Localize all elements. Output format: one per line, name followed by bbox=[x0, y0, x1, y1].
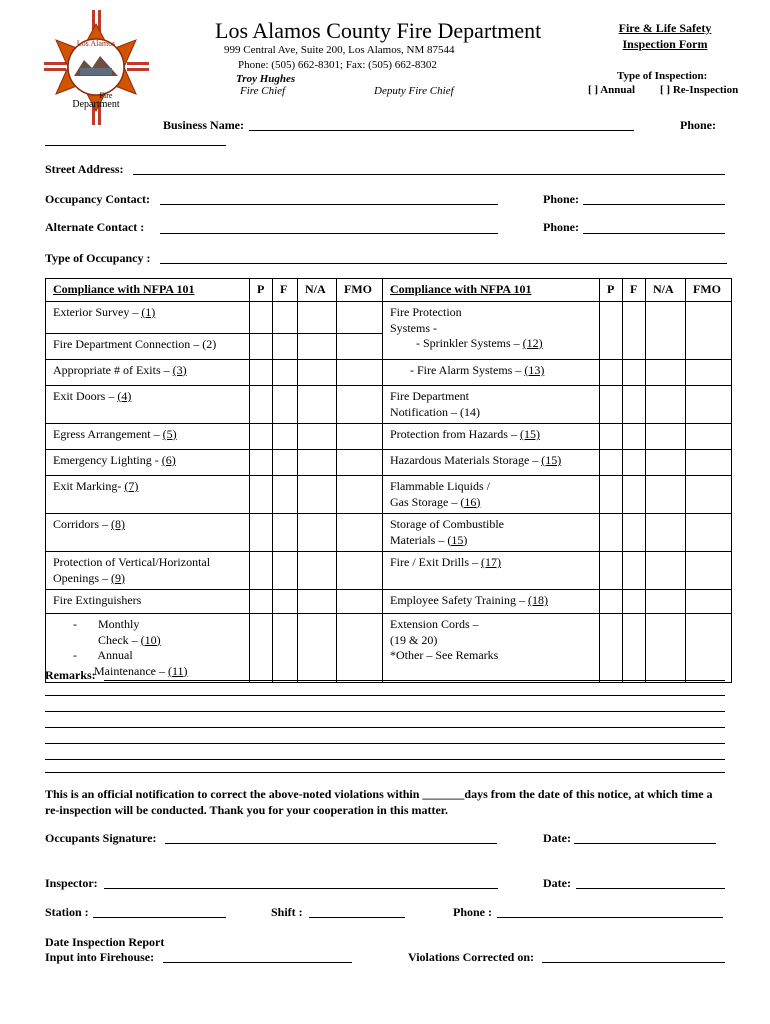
check-cell[interactable] bbox=[298, 334, 337, 360]
item-fire-alarm: - Fire Alarm Systems – (13) bbox=[383, 360, 600, 386]
business-phone-label: Phone: bbox=[680, 118, 716, 132]
check-cell[interactable] bbox=[298, 614, 337, 683]
check-cell[interactable] bbox=[298, 302, 337, 334]
station-field[interactable] bbox=[93, 917, 226, 918]
occupancy-contact-label: Occupancy Contact: bbox=[45, 192, 150, 206]
check-cell[interactable] bbox=[623, 514, 646, 552]
check-cell[interactable] bbox=[600, 450, 623, 476]
occupancy-phone-field[interactable] bbox=[583, 204, 725, 205]
check-cell[interactable] bbox=[337, 334, 383, 360]
check-cell[interactable] bbox=[646, 386, 686, 424]
check-cell[interactable] bbox=[250, 450, 273, 476]
department-address: 999 Central Ave, Suite 200, Los Alamos, NM 87544 bbox=[224, 44, 455, 56]
chief-name: Troy Hughes bbox=[236, 73, 296, 85]
check-cell[interactable] bbox=[337, 386, 383, 424]
svg-text:Department: Department bbox=[72, 99, 120, 110]
check-cell[interactable] bbox=[298, 590, 337, 614]
check-cell[interactable] bbox=[273, 334, 298, 360]
check-cell[interactable] bbox=[600, 386, 623, 424]
check-cell[interactable] bbox=[298, 424, 337, 450]
check-cell[interactable] bbox=[273, 552, 298, 590]
item-vertical-protection: Protection of Vertical/Horizontal Openings – (9) bbox=[46, 552, 250, 590]
table-row bbox=[46, 552, 732, 590]
item-fire-protection-systems: Fire Protection Systems - - Sprinkler Systems – (12) bbox=[383, 302, 600, 360]
check-cell[interactable] bbox=[600, 476, 623, 514]
check-cell[interactable] bbox=[337, 450, 383, 476]
check-cell[interactable] bbox=[600, 424, 623, 450]
remarks-line[interactable] bbox=[45, 743, 725, 744]
occupants-signature-label: Occupants Signature: bbox=[45, 831, 157, 845]
check-cell[interactable] bbox=[273, 450, 298, 476]
check-cell[interactable] bbox=[273, 590, 298, 614]
form-title bbox=[595, 20, 735, 52]
street-address-label: Street Address: bbox=[45, 162, 124, 176]
check-cell[interactable] bbox=[273, 424, 298, 450]
check-cell[interactable] bbox=[250, 424, 273, 450]
check-cell[interactable] bbox=[623, 450, 646, 476]
item-hazards: Protection from Hazards – (15) bbox=[383, 424, 600, 450]
item-exterior-survey: Exterior Survey – (1) bbox=[46, 302, 250, 334]
fire-department-logo bbox=[44, 10, 149, 125]
header-p-left: P bbox=[250, 279, 273, 302]
date-report-label-line2: Input into Firehouse: bbox=[45, 950, 155, 964]
header-compliance-left: Compliance with NFPA 101 bbox=[53, 282, 195, 297]
business-name-field[interactable] bbox=[249, 130, 634, 131]
table-row bbox=[46, 386, 732, 424]
check-cell[interactable] bbox=[623, 386, 646, 424]
check-cell[interactable] bbox=[298, 450, 337, 476]
check-cell[interactable] bbox=[646, 590, 686, 614]
alternate-phone-label: Phone: bbox=[543, 220, 579, 234]
station-phone-label: Phone : bbox=[453, 905, 492, 919]
date-label-1: Date: bbox=[543, 831, 571, 845]
item-exit-doors: Exit Doors – (4) bbox=[46, 386, 250, 424]
violations-corrected-field[interactable] bbox=[542, 962, 725, 963]
remarks-line[interactable] bbox=[45, 772, 725, 773]
inspector-label: Inspector: bbox=[45, 876, 98, 890]
check-cell[interactable] bbox=[686, 360, 732, 386]
check-cell[interactable] bbox=[686, 514, 732, 552]
violations-corrected-label: Violations Corrected on: bbox=[408, 950, 534, 964]
date-report-label-line1: Date Inspection Report bbox=[45, 935, 165, 949]
check-cell[interactable] bbox=[646, 424, 686, 450]
item-corridors: Corridors – (8) bbox=[46, 514, 250, 552]
check-cell[interactable] bbox=[600, 614, 623, 683]
check-cell[interactable] bbox=[298, 476, 337, 514]
check-cell[interactable] bbox=[623, 590, 646, 614]
item-hazmat: Hazardous Materials Storage – (15) bbox=[383, 450, 600, 476]
check-cell[interactable] bbox=[250, 360, 273, 386]
date-label-2: Date: bbox=[543, 876, 571, 890]
department-phone-fax: Phone: (505) 662-8301; Fax: (505) 662-8302 bbox=[238, 59, 437, 71]
chief-title: Fire Chief bbox=[240, 85, 286, 97]
check-cell[interactable] bbox=[623, 424, 646, 450]
date-field-2[interactable] bbox=[576, 888, 725, 889]
check-cell[interactable] bbox=[250, 334, 273, 360]
check-cell[interactable] bbox=[646, 450, 686, 476]
check-cell[interactable] bbox=[686, 424, 732, 450]
station-phone-field[interactable] bbox=[497, 917, 723, 918]
header-f-right: F bbox=[623, 279, 646, 302]
occupants-signature-field[interactable] bbox=[165, 843, 497, 844]
check-cell[interactable] bbox=[337, 476, 383, 514]
street-address-field[interactable] bbox=[133, 174, 725, 175]
type-of-occupancy-field[interactable] bbox=[160, 263, 727, 264]
table-row bbox=[46, 476, 732, 514]
check-cell[interactable] bbox=[686, 476, 732, 514]
table-row bbox=[46, 514, 732, 552]
table-row bbox=[46, 424, 732, 450]
date-field-1[interactable] bbox=[574, 843, 716, 844]
check-cell[interactable] bbox=[250, 386, 273, 424]
check-cell[interactable] bbox=[298, 514, 337, 552]
item-combustible: Storage of Combustible Materials – (15) bbox=[383, 514, 600, 552]
table-row bbox=[46, 360, 732, 386]
station-label: Station : bbox=[45, 905, 89, 919]
item-exits: Appropriate # of Exits – (3) bbox=[46, 360, 250, 386]
check-cell[interactable] bbox=[337, 552, 383, 590]
table-row bbox=[46, 450, 732, 476]
check-cell[interactable] bbox=[646, 360, 686, 386]
remarks-line[interactable] bbox=[45, 759, 725, 760]
form-title-line2: Inspection Form bbox=[622, 37, 708, 51]
business-name-label: Business Name: bbox=[163, 118, 245, 132]
alternate-phone-field[interactable] bbox=[583, 233, 725, 234]
item-flammable: Flammable Liquids / Gas Storage – (16) bbox=[383, 476, 600, 514]
check-cell[interactable] bbox=[337, 302, 383, 334]
check-cell[interactable] bbox=[337, 514, 383, 552]
inspection-type-label: Type of Inspection: bbox=[617, 70, 708, 82]
check-cell[interactable] bbox=[250, 476, 273, 514]
reinspection-checkbox[interactable]: [ ] Re-Inspection bbox=[660, 84, 739, 96]
violation-notice: This is an official notification to correct the above-noted violations within _______days from the date of this notice, at which time a re-inspection will be conducted. Thank you for your cooperation in this matter. bbox=[45, 787, 713, 817]
check-cell[interactable] bbox=[600, 360, 623, 386]
item-drills: Fire / Exit Drills – (17) bbox=[383, 552, 600, 590]
item-emergency-lighting: Emergency Lighting - (6) bbox=[46, 450, 250, 476]
check-cell[interactable] bbox=[337, 424, 383, 450]
check-cell[interactable] bbox=[250, 614, 273, 683]
check-cell[interactable] bbox=[623, 476, 646, 514]
header-p-right: P bbox=[600, 279, 623, 302]
check-cell[interactable] bbox=[298, 360, 337, 386]
table-row bbox=[46, 302, 732, 334]
item-extinguisher-checks: - Monthly Check – (10) - Annual Maintenance – (11) bbox=[46, 614, 250, 683]
check-cell[interactable] bbox=[273, 614, 298, 683]
shift-field[interactable] bbox=[309, 917, 405, 918]
deputy-chief-title: Deputy Fire Chief bbox=[374, 85, 454, 97]
remarks-line[interactable] bbox=[45, 695, 725, 696]
item-fd-connection: Fire Department Connection – (2) bbox=[46, 334, 250, 360]
header-compliance-right: Compliance with NFPA 101 bbox=[390, 282, 532, 297]
date-report-field[interactable] bbox=[163, 962, 352, 963]
item-egress: Egress Arrangement – (5) bbox=[46, 424, 250, 450]
check-cell[interactable] bbox=[600, 514, 623, 552]
check-cell[interactable] bbox=[686, 614, 732, 683]
check-cell[interactable] bbox=[646, 552, 686, 590]
alternate-contact-field[interactable] bbox=[160, 233, 498, 234]
check-cell[interactable] bbox=[623, 302, 646, 360]
header-fmo-right: FMO bbox=[686, 279, 732, 302]
remarks-label: Remarks: bbox=[45, 668, 96, 682]
check-cell[interactable] bbox=[298, 386, 337, 424]
item-employee-training: Employee Safety Training – (18) bbox=[383, 590, 600, 614]
svg-text:Los Alamos: Los Alamos bbox=[76, 39, 116, 48]
remarks-line[interactable] bbox=[45, 727, 725, 728]
check-cell[interactable] bbox=[298, 552, 337, 590]
check-cell[interactable] bbox=[273, 386, 298, 424]
check-cell[interactable] bbox=[600, 590, 623, 614]
annual-checkbox[interactable]: [ ] Annual bbox=[588, 84, 636, 96]
check-cell[interactable] bbox=[250, 552, 273, 590]
item-exit-marking: Exit Marking- (7) bbox=[46, 476, 250, 514]
check-cell[interactable] bbox=[686, 450, 732, 476]
inspector-field[interactable] bbox=[104, 888, 498, 889]
check-cell[interactable] bbox=[686, 386, 732, 424]
check-cell[interactable] bbox=[337, 590, 383, 614]
header-f-left: F bbox=[273, 279, 298, 302]
check-cell[interactable] bbox=[646, 514, 686, 552]
item-fd-notification: Fire Department Notification – (14) bbox=[383, 386, 600, 424]
check-cell[interactable] bbox=[273, 360, 298, 386]
check-cell[interactable] bbox=[686, 590, 732, 614]
check-cell[interactable] bbox=[273, 476, 298, 514]
remarks-line[interactable] bbox=[104, 680, 725, 681]
form-title-line1: Fire & Life Safety bbox=[618, 21, 712, 35]
check-cell[interactable] bbox=[250, 514, 273, 552]
check-cell[interactable] bbox=[646, 614, 686, 683]
header-na-right: N/A bbox=[646, 279, 686, 302]
check-cell[interactable] bbox=[250, 302, 273, 334]
check-cell[interactable] bbox=[600, 552, 623, 590]
table-header-row bbox=[46, 279, 732, 302]
check-cell[interactable] bbox=[337, 360, 383, 386]
check-cell[interactable] bbox=[646, 476, 686, 514]
check-cell[interactable] bbox=[686, 552, 732, 590]
check-cell[interactable] bbox=[337, 614, 383, 683]
remarks-line[interactable] bbox=[45, 711, 725, 712]
shift-label: Shift : bbox=[271, 905, 303, 919]
check-cell[interactable] bbox=[686, 302, 732, 360]
header-fmo-left: FMO bbox=[337, 279, 383, 302]
table-row bbox=[46, 614, 732, 683]
check-cell[interactable] bbox=[623, 360, 646, 386]
business-phone-field[interactable] bbox=[45, 145, 226, 146]
type-of-occupancy-label: Type of Occupancy : bbox=[45, 251, 151, 265]
department-title: Los Alamos County Fire Department bbox=[215, 18, 542, 43]
check-cell[interactable] bbox=[623, 552, 646, 590]
check-cell[interactable] bbox=[273, 514, 298, 552]
header-na-left: N/A bbox=[298, 279, 337, 302]
occupancy-phone-label: Phone: bbox=[543, 192, 579, 206]
occupancy-contact-field[interactable] bbox=[160, 204, 498, 205]
svg-text:Fire: Fire bbox=[99, 91, 113, 100]
check-cell[interactable] bbox=[600, 302, 623, 360]
check-cell[interactable] bbox=[646, 302, 686, 360]
item-extension-cords: Extension Cords – (19 & 20) *Other – See Remarks bbox=[383, 614, 600, 683]
alternate-contact-label: Alternate Contact : bbox=[45, 220, 145, 234]
compliance-table bbox=[45, 278, 732, 683]
item-extinguishers: Fire Extinguishers bbox=[46, 590, 250, 614]
check-cell[interactable] bbox=[623, 614, 646, 683]
check-cell[interactable] bbox=[250, 590, 273, 614]
check-cell[interactable] bbox=[273, 302, 298, 334]
table-row bbox=[46, 590, 732, 614]
